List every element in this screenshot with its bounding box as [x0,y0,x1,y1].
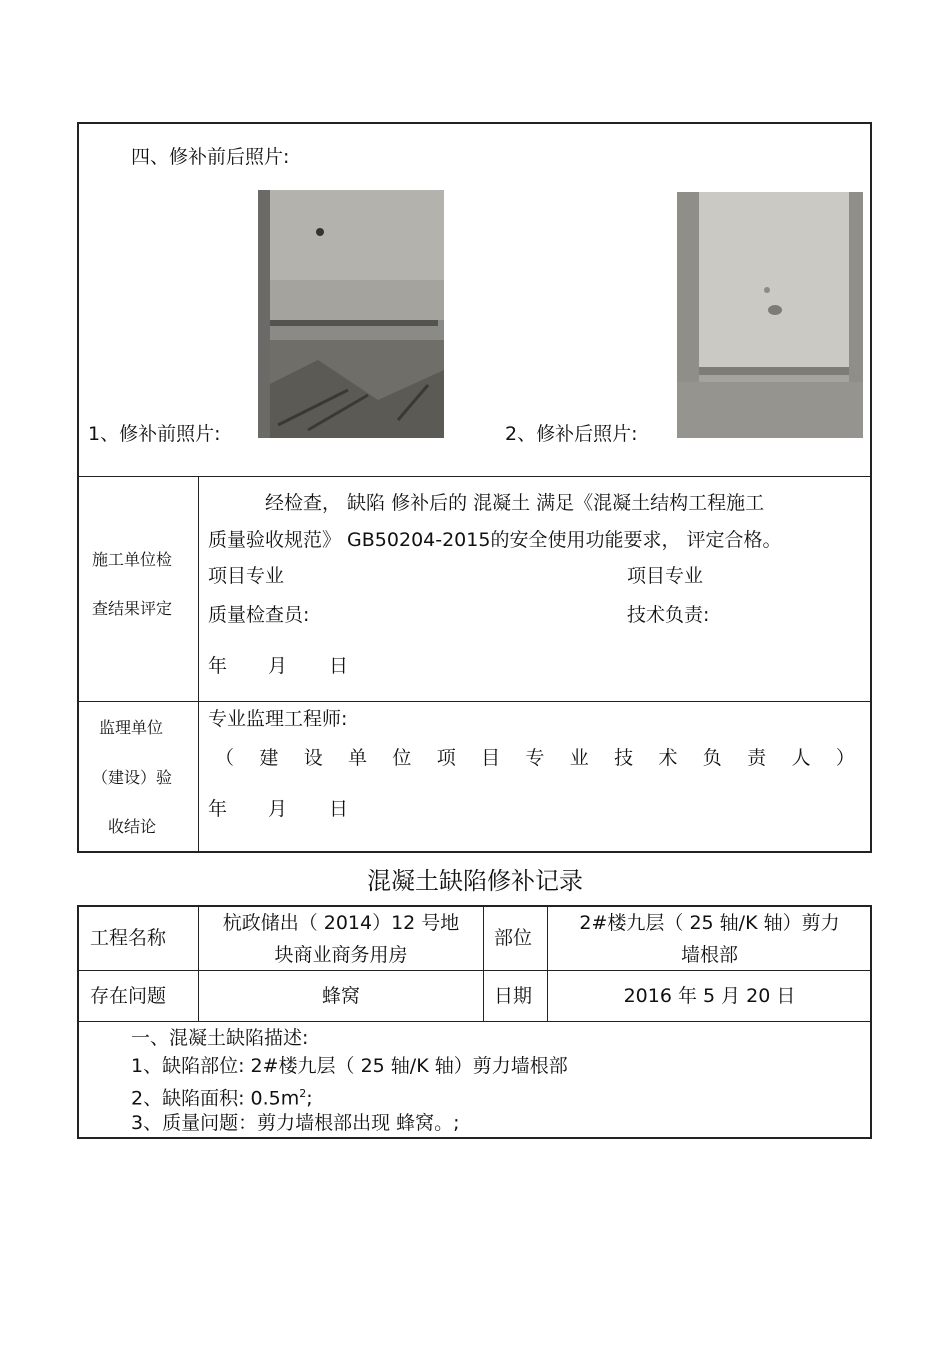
date-day: 日 [329,655,349,677]
table-divider [78,970,871,971]
supervision-label: （建设）验 [92,768,173,787]
before-repair-photo [258,190,444,438]
owner-char: 负 [702,747,722,769]
technical-lead-label: 技术负责: [627,604,710,626]
owner-char: 责 [747,747,767,769]
after-repair-photo [677,192,863,438]
owner-technical-lead-line [215,746,855,770]
construction-check-label: 施工单位检 [92,550,173,569]
after-photo-label: 2、修补后照片: [505,423,638,445]
defect-area [131,1082,313,1110]
project-name-value: 块商业商务用房 [274,944,408,966]
quality-inspector-title: 项目专业 [208,565,285,587]
date-year: 年 [208,798,228,820]
quality-issue: 3、质量问题：剪力墙根部出现 蜂窝。; [131,1112,460,1134]
date-month: 月 [268,798,288,820]
issue-value: 蜂窝 [321,985,360,1007]
table-divider [483,906,484,1021]
table-divider [78,701,871,702]
table-divider [198,477,199,852]
defect-area-suffix: ; [306,1087,313,1110]
table-divider [78,1021,871,1022]
record-title: 混凝土缺陷修补记录 [367,867,583,895]
date-year: 年 [208,655,228,677]
defect-area-unit-exponent: 2 [299,1087,307,1100]
issue-label: 存在问题 [90,985,167,1007]
defect-area-text: 2、缺陷面积: 0.5m [131,1087,300,1110]
project-name-label: 工程名称 [90,927,167,949]
location-value: 2#楼九层（ 25 轴/K 轴）剪力 [579,912,840,934]
owner-char: 人 [791,747,811,769]
owner-char: （ [215,747,235,769]
technical-lead-title: 项目专业 [627,565,704,587]
construction-check-label: 查结果评定 [92,599,173,618]
owner-char: ） [835,747,855,769]
owner-char: 设 [303,747,323,769]
owner-char: 项 [436,747,456,769]
defect-location: 1、缺陷部位: 2#楼九层（ 25 轴/K 轴）剪力墙根部 [131,1055,568,1077]
owner-char: 业 [569,747,589,769]
owner-char: 术 [658,747,678,769]
before-photo-label: 1、修补前照片: [88,423,221,445]
project-name-value: 杭政储出（ 2014）12 号地 [222,912,460,934]
date-value: 2016 年 5 月 20 日 [623,985,796,1007]
table-divider [78,476,871,477]
photo-section-heading: 四、修补前后照片: [131,146,290,168]
owner-char: 建 [259,747,279,769]
owner-char: 目 [481,747,501,769]
location-value: 墙根部 [680,944,738,966]
supervising-engineer-label: 专业监理工程师: [208,708,348,730]
date-month: 月 [268,655,288,677]
date-day: 日 [329,798,349,820]
owner-char: 技 [614,747,634,769]
defect-description-heading: 一、混凝土缺陷描述: [131,1027,309,1049]
quality-inspector-label: 质量检查员: [208,604,310,626]
date-label: 日期 [494,985,533,1007]
inspection-conclusion: 质量验收规范》 GB50204-2015的安全使用功能要求， 评定合格。 [208,529,782,551]
owner-char: 专 [525,747,545,769]
supervision-label: 收结论 [108,817,157,836]
location-label: 部位 [494,927,533,949]
owner-char: 位 [392,747,412,769]
inspection-conclusion: 经检查， 缺陷 修补后的 混凝土 满足《混凝土结构工程施工 [265,492,765,514]
owner-char: 单 [348,747,368,769]
supervision-label: 监理单位 [99,718,164,737]
